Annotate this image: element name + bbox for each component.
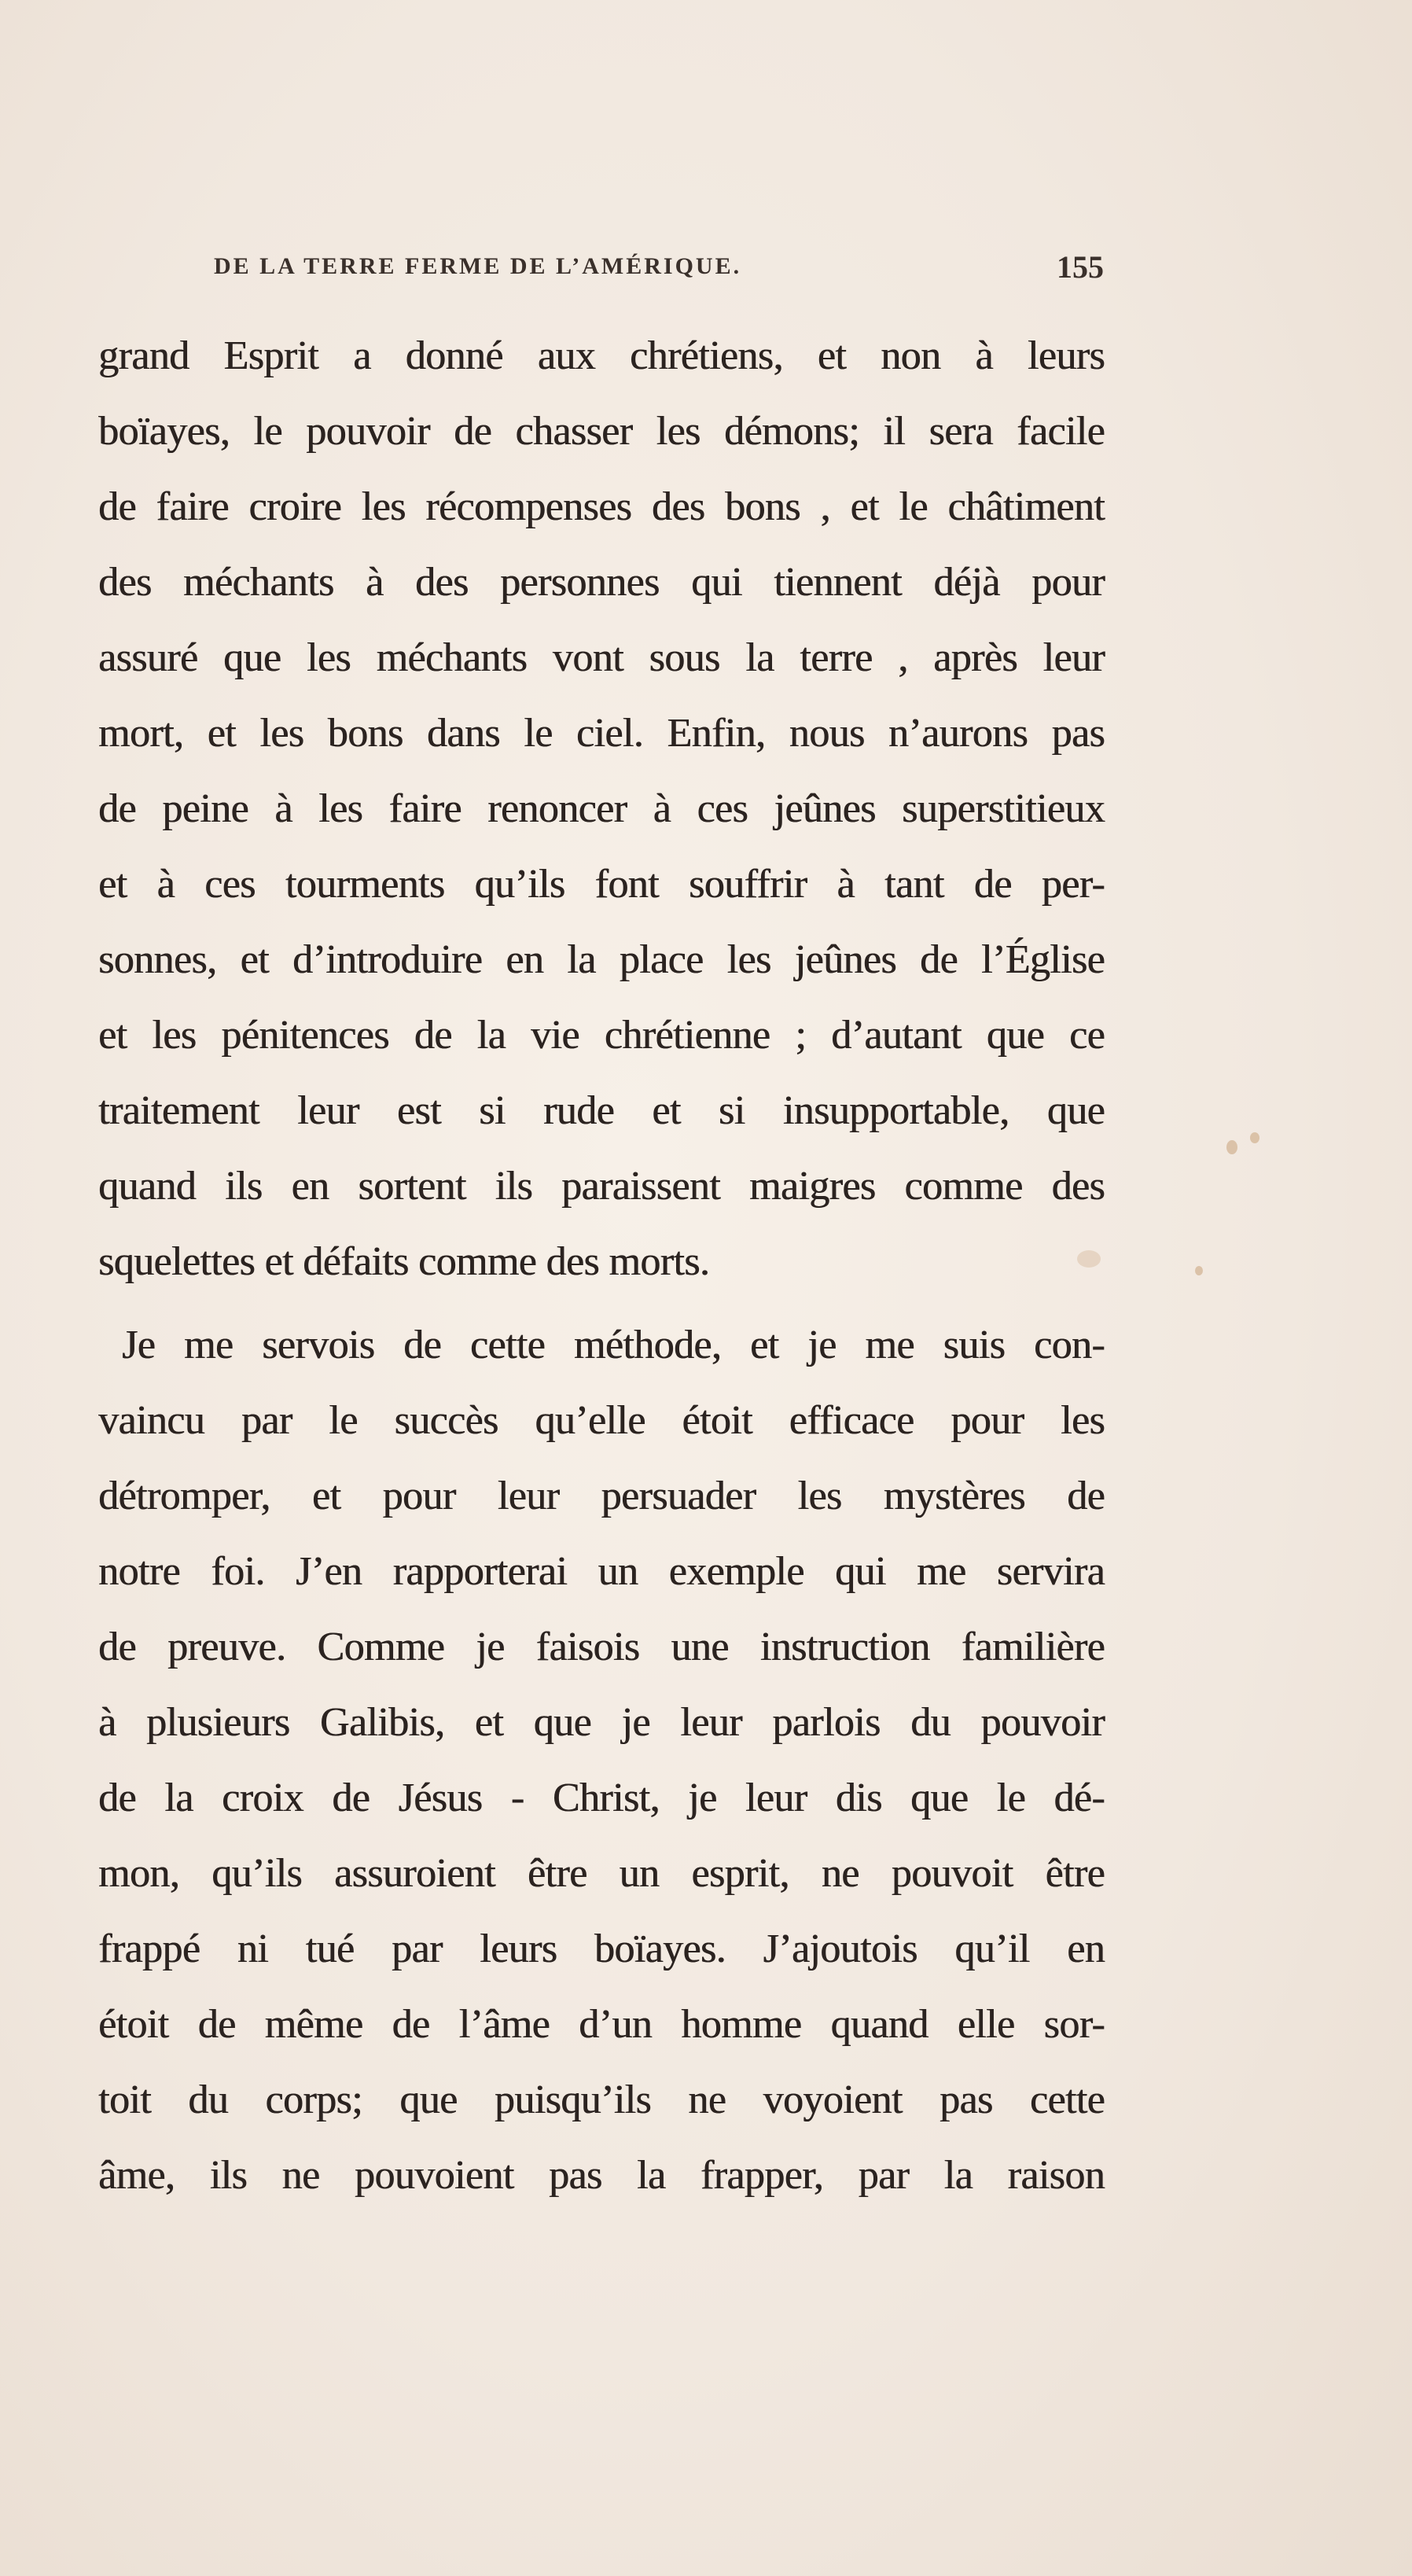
page-number: 155 xyxy=(1057,249,1104,285)
paragraph xyxy=(98,1308,1105,2214)
paper-stain xyxy=(1226,1140,1237,1154)
text-line: boïayes, le pouvoir de chasser les démons; il sera facile xyxy=(98,409,1105,454)
text-line: assuré que les méchants vont sous la terre , après leur xyxy=(98,635,1105,680)
text-line: de peine à les faire renoncer à ces jeûnes superstitieux xyxy=(98,786,1105,831)
text-line: quand ils en sortent ils paraissent maigres comme des xyxy=(98,1164,1105,1209)
text-line: Je me servois de cette méthode, et je me suis con- xyxy=(122,1323,1105,1367)
paper-stain xyxy=(1250,1132,1259,1143)
text-line: notre foi. J’en rapporterai un exemple qui me servira xyxy=(98,1549,1105,1594)
text-line: grand Esprit a donné aux chrétiens, et non à leurs xyxy=(98,333,1105,378)
text-line: détromper, et pour leur persuader les mystères de xyxy=(98,1474,1105,1518)
text-line: étoit de même de l’âme d’un homme quand elle sor- xyxy=(98,2002,1105,2047)
text-line: et à ces tourments qu’ils font souffrir à tant de per- xyxy=(98,862,1105,907)
running-head xyxy=(214,249,1104,293)
text-line: toit du corps; que puisqu’ils ne voyoient pas cette xyxy=(98,2077,1105,2122)
text-line: des méchants à des personnes qui tiennent déjà pour xyxy=(98,560,1105,605)
text-line: frappé ni tué par leurs boïayes. J’ajoutois qu’il en xyxy=(98,1926,1105,1971)
text-line: à plusieurs Galibis, et que je leur parlois du pouvoir xyxy=(98,1700,1105,1745)
text-line: mon, qu’ils assuroient être un esprit, ne pouvoit être xyxy=(98,1851,1105,1896)
text-line: mort, et les bons dans le ciel. Enfin, nous n’aurons pas xyxy=(98,711,1105,756)
text-line: vaincu par le succès qu’elle étoit efficace pour les xyxy=(98,1398,1105,1443)
text-line: de preuve. Comme je faisois une instruction familière xyxy=(98,1625,1105,1669)
text-line: sonnes, et d’introduire en la place les jeûnes de l’Église xyxy=(98,937,1105,982)
text-line: squelettes et défaits comme des morts. xyxy=(98,1239,710,1284)
text-line: de la croix de Jésus - Christ, je leur dis que le dé- xyxy=(98,1776,1105,1820)
text-line: âme, ils ne pouvoient pas la frapper, par la raison xyxy=(98,2153,1105,2198)
text-line: et les pénitences de la vie chrétienne ; d’autant que ce xyxy=(98,1013,1105,1058)
paragraph xyxy=(98,318,1105,1300)
paper-stain xyxy=(1077,1250,1101,1268)
running-head-title: DE LA TERRE FERME DE L’AMÉRIQUE. xyxy=(214,253,742,279)
body-text xyxy=(98,318,1105,2214)
text-line: de faire croire les récompenses des bons , et le châtiment xyxy=(98,484,1105,529)
text-line: traitement leur est si rude et si insupportable, que xyxy=(98,1088,1105,1133)
paper-stain xyxy=(1195,1266,1203,1275)
